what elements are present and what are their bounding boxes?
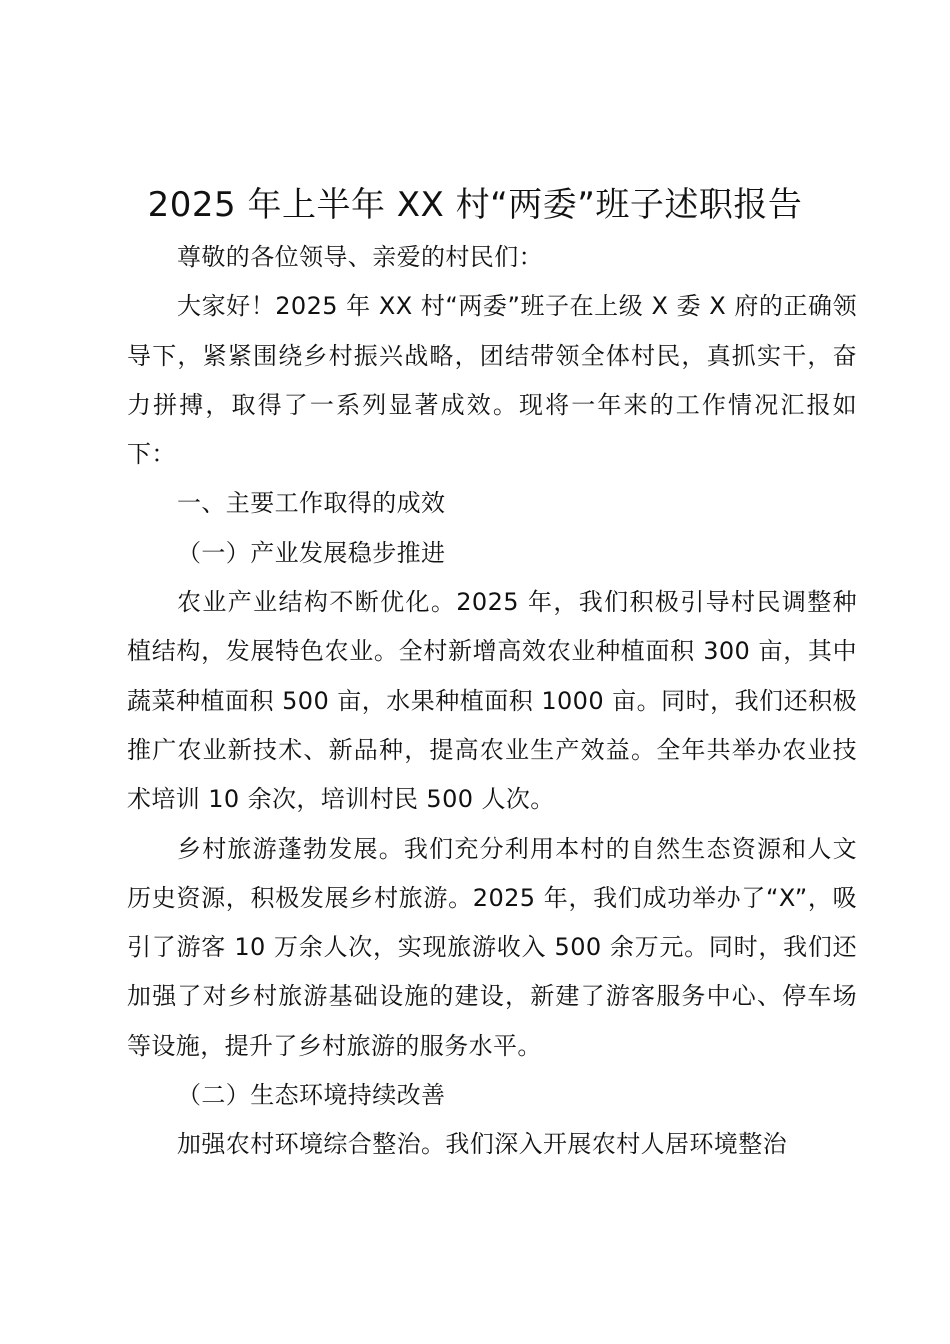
body-paragraph: 农业产业结构不断优化。2025 年，我们积极引导村民调整种植结构，发展特色农业。全村新增高效农业种植面积 300 亩，其中蔬菜种植面积 500 亩，水果种植面积 1000 亩。同时，我们还积极推广农业新技术、新品种，提高农业生产效益。全年共举办农业技术培训 10 余次，培训村民 500 人次。 <box>127 588 857 814</box>
salutation: 尊敬的各位领导、亲爱的村民们： <box>177 243 543 271</box>
document-title: 2025 年上半年 XX 村“两委”班子述职报告 <box>147 185 803 225</box>
opening-paragraph: 大家好！2025 年 XX 村“两委”班子在上级 X 委 X 府的正确领导下，紧紧围绕乡村振兴战略，团结带领全体村民，真抓实干，奋力拼搏，取得了一系列显著成效。现将一年来的工作情况汇报如下： <box>127 292 857 469</box>
section-heading: 一、主要工作取得的成效 <box>177 489 446 518</box>
subsection-heading: （二）生态环境持续改善 <box>177 1081 446 1110</box>
body-paragraph: 加强农村环境综合整治。我们深入开展农村人居环境整治 <box>177 1130 787 1159</box>
body-paragraph: 乡村旅游蓬勃发展。我们充分利用本村的自然生态资源和人文历史资源，积极发展乡村旅游。2025 年，我们成功举办了“X”，吸引了游客 10 万余人次，实现旅游收入 500 余万元。同时，我们还加强了对乡村旅游基础设施的建设，新建了游客服务中心、停车场等设施，提升了乡村旅游的服务水平。 <box>127 834 857 1060</box>
document-body <box>127 233 857 1170</box>
subsection-heading: （一）产业发展稳步推进 <box>177 538 446 567</box>
